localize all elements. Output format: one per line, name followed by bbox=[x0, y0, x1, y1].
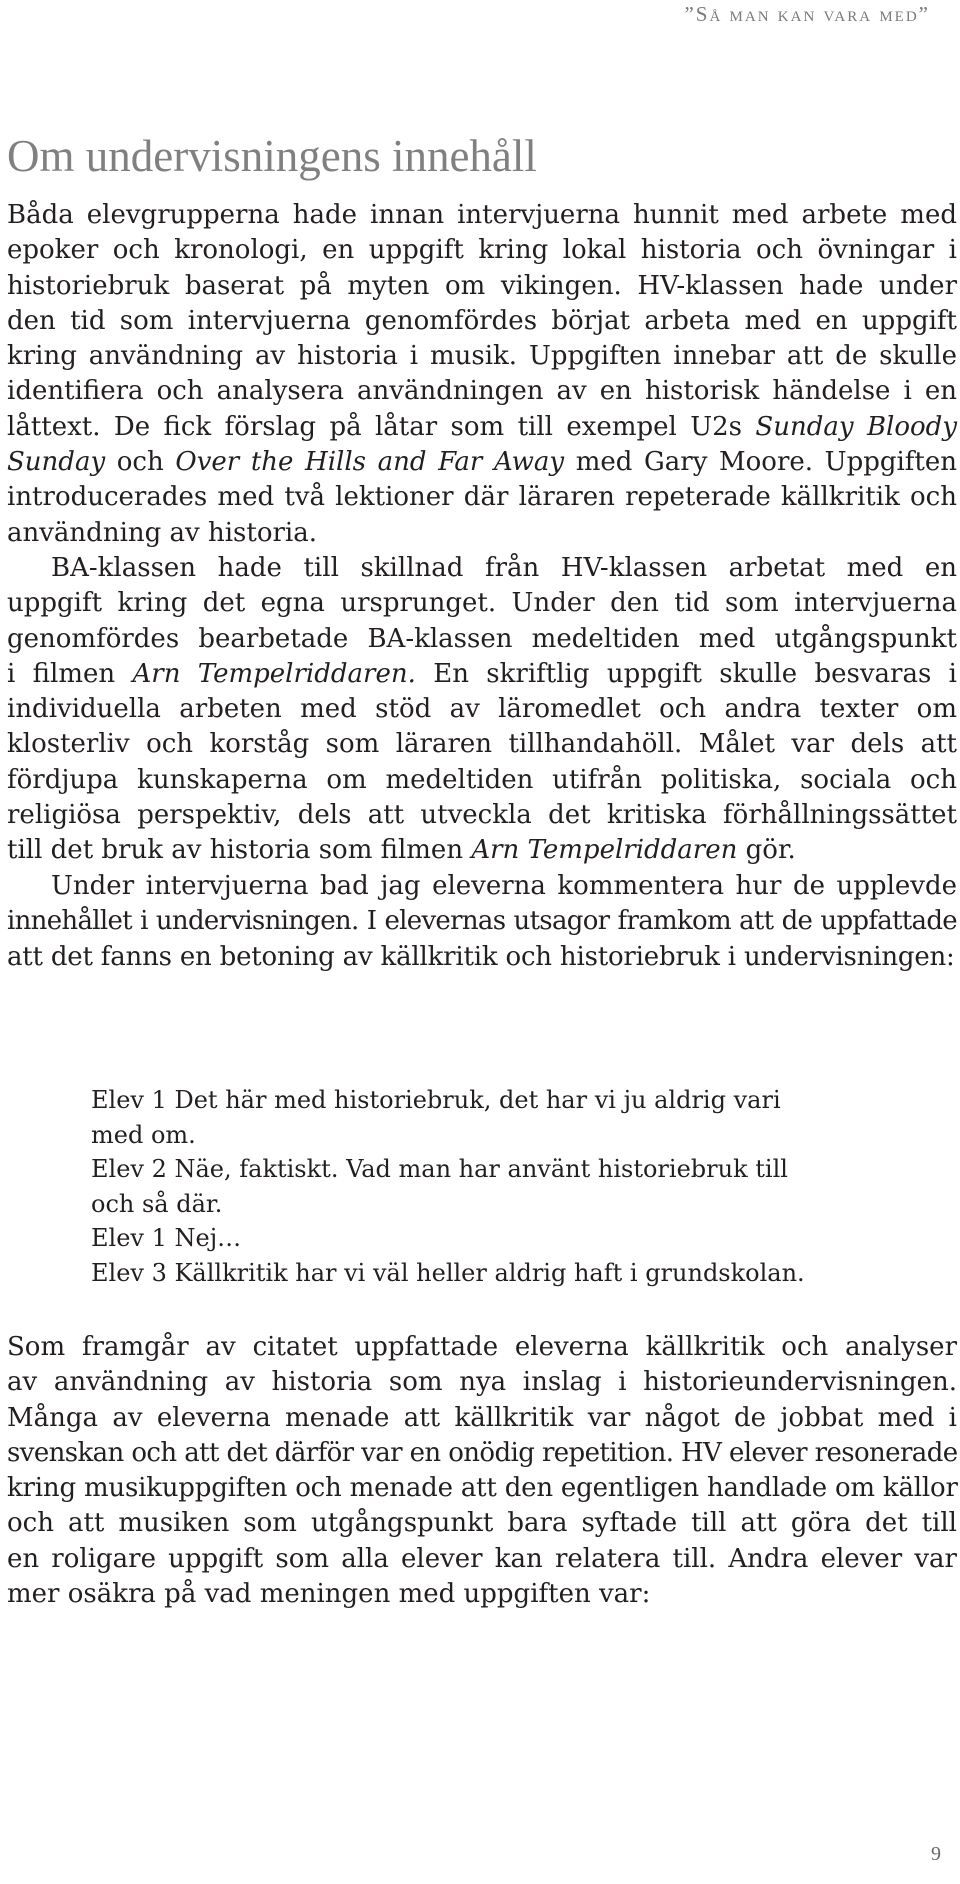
text-span: till det bruk av historia som filmen bbox=[7, 835, 464, 866]
text-line: fördjupa kunskaperna om medeltiden utifrån politiska, sociala och bbox=[7, 764, 957, 795]
text-line: användning av historia. bbox=[7, 517, 318, 548]
text-line: kring musikuppgiften och menade att den egentligen handlade om källor bbox=[7, 1473, 958, 1504]
text-line: uppgift kring det egna ursprunget. Under den tid som intervjuerna bbox=[7, 588, 957, 619]
quote-line: och så där. bbox=[91, 1189, 223, 1218]
quote-line: Elev 2 Näe, faktiskt. Vad man har använt historiebruk till bbox=[91, 1155, 788, 1184]
text-span: med Gary Moore. Uppgiften bbox=[575, 447, 958, 478]
paragraph-4 bbox=[7, 1330, 957, 1612]
text-line: innehållet i undervisningen. I elevernas utsagor framkom att de uppfattade bbox=[7, 906, 957, 937]
film-title: Arn Tempelriddaren bbox=[471, 835, 738, 866]
text-line: klosterliv och korståg som läraren tillhandahöll. Målet var dels att bbox=[7, 729, 957, 760]
song-title: Sunday Bloody bbox=[755, 411, 958, 442]
text-line: introducerades med två lektioner där läraren repeterade källkritik och bbox=[7, 482, 957, 513]
text-line: Under intervjuerna bad jag eleverna kommentera hur de upplevde bbox=[51, 871, 957, 901]
text-line: BA-klassen hade till skillnad från HV-klassen arbetat med en bbox=[51, 553, 957, 583]
text-line: en roligare uppgift som alla elever kan relatera till. Andra elever var bbox=[7, 1543, 957, 1574]
text-line: Många av eleverna menade att källkritik var något de jobbat med i bbox=[7, 1402, 957, 1433]
text-line: identifiera och analysera användningen av en historisk händelse i en bbox=[7, 376, 957, 407]
text-span: och bbox=[116, 447, 164, 478]
text-line: svenskan och att det därför var en onödig repetition. HV elever resonerade bbox=[7, 1437, 958, 1468]
text-line: att det fanns en betoning av källkritik och historiebruk i undervisningen: bbox=[7, 941, 955, 972]
paragraph-3 bbox=[7, 869, 957, 975]
section-title: Om undervisningens innehåll bbox=[7, 131, 537, 181]
text-span: i filmen bbox=[7, 658, 116, 689]
text-line: epoker och kronologi, en uppgift kring lokal historia och övningar i bbox=[7, 235, 957, 266]
text-line: av användning av historia som nya inslag i historieundervisningen. bbox=[7, 1367, 957, 1398]
text-span: låttext. De fick förslag på låtar som till exempel U2s bbox=[7, 411, 743, 442]
song-title: Over the Hills and Far Away bbox=[175, 447, 565, 478]
quote-line: Elev 1 Det här med historiebruk, det har vi ju aldrig vari bbox=[91, 1086, 781, 1114]
paragraph-1 bbox=[7, 198, 957, 551]
text-span: gör. bbox=[745, 835, 796, 866]
quote-line: med om. bbox=[91, 1120, 196, 1149]
page-number: 9 bbox=[931, 1843, 941, 1865]
text-line: Båda elevgrupperna hade innan intervjuerna hunnit med arbete med bbox=[7, 200, 957, 230]
text-line bbox=[7, 445, 957, 480]
quote-line: Elev 1 Nej… bbox=[91, 1224, 242, 1253]
interview-quote bbox=[91, 1083, 871, 1291]
text-span: En skriftlig uppgift skulle besvaras i bbox=[433, 658, 957, 689]
text-line: kring användning av historia i musik. Uppgiften innebar att de skulle bbox=[7, 341, 957, 372]
text-line: Som framgår av citatet uppfattade eleverna källkritik och analyser bbox=[7, 1332, 957, 1362]
text-line: och att musiken som utgångspunkt bara syftade till att göra det till bbox=[7, 1508, 957, 1539]
text-line: historiebruk baserat på myten om vikingen. HV-klassen hade under bbox=[7, 270, 957, 301]
text-line: genomfördes bearbetade BA-klassen medeltiden med utgångspunkt bbox=[7, 623, 957, 654]
song-title: Sunday bbox=[7, 447, 106, 478]
text-line bbox=[7, 833, 957, 868]
paragraph-2 bbox=[7, 551, 957, 869]
text-line bbox=[7, 410, 957, 445]
text-line: mer osäkra på vad meningen med uppgiften var: bbox=[7, 1579, 651, 1610]
film-title: Arn Tempelriddaren. bbox=[132, 658, 416, 689]
text-line bbox=[7, 657, 957, 692]
text-line: religiösa perspektiv, dels att utveckla det kritiska förhållningssättet bbox=[7, 800, 957, 831]
quote-line: Elev 3 Källkritik har vi väl heller aldrig haft i grundskolan. bbox=[91, 1258, 805, 1287]
text-line: den tid som intervjuerna genomfördes börjat arbeta med en uppgift bbox=[7, 305, 957, 336]
text-line: individuella arbeten med stöd av läromedlet och andra texter om bbox=[7, 694, 957, 725]
running-header: ”Så man kan vara med” bbox=[684, 2, 930, 26]
